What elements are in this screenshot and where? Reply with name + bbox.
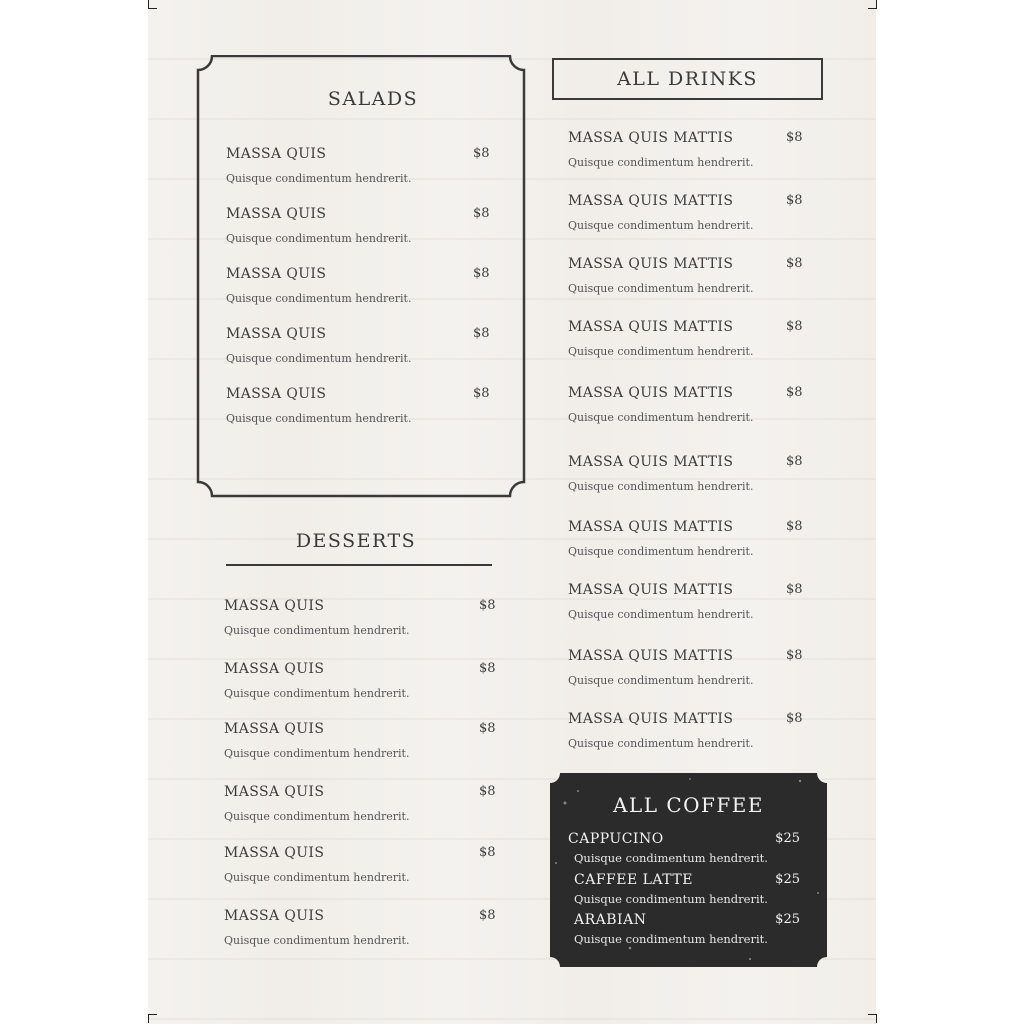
menu-item xyxy=(568,130,808,170)
coffee-item xyxy=(568,831,800,867)
drinks-title: ALL DRINKS xyxy=(617,68,758,90)
menu-item xyxy=(226,386,496,426)
item-price: $8 xyxy=(473,206,490,221)
coffee-panel xyxy=(550,773,827,967)
item-description: Quisque condimentum hendrerit. xyxy=(574,932,768,946)
item-description: Quisque condimentum hendrerit. xyxy=(226,172,412,185)
item-description: Quisque condimentum hendrerit. xyxy=(568,737,754,750)
item-name: MASSA QUIS MATTIS xyxy=(568,130,734,146)
item-price: $8 xyxy=(786,648,803,663)
crop-mark-top-left xyxy=(148,0,157,9)
menu-item xyxy=(226,266,496,306)
item-name: MASSA QUIS xyxy=(226,326,327,342)
item-name: MASSA QUIS MATTIS xyxy=(568,711,734,727)
item-price: $8 xyxy=(786,711,803,726)
item-name: MASSA QUIS xyxy=(226,266,327,282)
item-price: $8 xyxy=(786,319,803,334)
item-name: MASSA QUIS xyxy=(224,845,325,861)
crop-mark-top-right xyxy=(868,0,877,9)
item-description: Quisque condimentum hendrerit. xyxy=(224,871,410,884)
menu-item xyxy=(224,598,499,638)
menu-item xyxy=(568,648,808,688)
item-name: MASSA QUIS xyxy=(224,721,325,737)
coffee-title: ALL COFFEE xyxy=(612,793,764,817)
item-name: MASSA QUIS xyxy=(226,146,327,162)
item-name: MASSA QUIS MATTIS xyxy=(568,319,734,335)
item-price: $8 xyxy=(479,908,496,923)
item-description: Quisque condimentum hendrerit. xyxy=(568,480,754,493)
item-description: Quisque condimentum hendrerit. xyxy=(568,156,754,169)
item-name: MASSA QUIS xyxy=(226,206,327,222)
item-name: MASSA QUIS xyxy=(224,784,325,800)
menu-item xyxy=(224,784,499,824)
item-name: MASSA QUIS xyxy=(224,598,325,614)
menu-item xyxy=(568,193,808,233)
item-price: $8 xyxy=(786,385,803,400)
coffee-item xyxy=(574,872,806,908)
menu-item xyxy=(568,319,808,359)
menu-item xyxy=(224,845,499,885)
menu-item xyxy=(224,908,499,948)
crop-mark-bottom-left xyxy=(148,1014,157,1023)
item-price: $8 xyxy=(786,256,803,271)
item-description: Quisque condimentum hendrerit. xyxy=(574,851,768,865)
item-description: Quisque condimentum hendrerit. xyxy=(224,747,410,760)
item-description: Quisque condimentum hendrerit. xyxy=(224,810,410,823)
item-price: $8 xyxy=(786,130,803,145)
menu-item xyxy=(224,721,499,761)
item-description: Quisque condimentum hendrerit. xyxy=(224,624,410,637)
item-description: Quisque condimentum hendrerit. xyxy=(574,892,768,906)
item-description: Quisque condimentum hendrerit. xyxy=(226,292,412,305)
item-price: $8 xyxy=(786,193,803,208)
item-price: $8 xyxy=(786,454,803,469)
item-description: Quisque condimentum hendrerit. xyxy=(224,934,410,947)
item-price: $25 xyxy=(775,912,800,927)
coffee-item xyxy=(574,912,806,948)
item-name: MASSA QUIS xyxy=(224,661,325,677)
item-description: Quisque condimentum hendrerit. xyxy=(568,674,754,687)
item-price: $8 xyxy=(473,386,490,401)
item-price: $8 xyxy=(479,598,496,613)
item-name: MASSA QUIS MATTIS xyxy=(568,256,734,272)
item-description: Quisque condimentum hendrerit. xyxy=(568,345,754,358)
item-description: Quisque condimentum hendrerit. xyxy=(226,232,412,245)
item-name: CAPPUCINO xyxy=(568,831,664,847)
item-price: $8 xyxy=(479,784,496,799)
salads-title: SALADS xyxy=(327,88,419,110)
item-name: MASSA QUIS xyxy=(226,386,327,402)
desserts-divider xyxy=(226,564,492,566)
item-name: MASSA QUIS MATTIS xyxy=(568,385,734,401)
item-price: $8 xyxy=(479,661,496,676)
item-description: Quisque condimentum hendrerit. xyxy=(568,219,754,232)
item-price: $8 xyxy=(473,326,490,341)
item-price: $8 xyxy=(786,519,803,534)
item-description: Quisque condimentum hendrerit. xyxy=(224,687,410,700)
item-name: MASSA QUIS MATTIS xyxy=(568,582,734,598)
item-price: $8 xyxy=(786,582,803,597)
item-description: Quisque condimentum hendrerit. xyxy=(568,282,754,295)
item-description: Quisque condimentum hendrerit. xyxy=(568,608,754,621)
item-name: MASSA QUIS MATTIS xyxy=(568,454,734,470)
item-price: $8 xyxy=(473,146,490,161)
item-name: MASSA QUIS MATTIS xyxy=(568,519,734,535)
item-name: MASSA QUIS xyxy=(224,908,325,924)
item-price: $8 xyxy=(479,721,496,736)
item-name: ARABIAN xyxy=(574,912,647,928)
menu-item xyxy=(568,519,808,559)
menu-item xyxy=(568,454,808,494)
item-price: $8 xyxy=(479,845,496,860)
item-description: Quisque condimentum hendrerit. xyxy=(226,352,412,365)
item-name: MASSA QUIS MATTIS xyxy=(568,193,734,209)
item-description: Quisque condimentum hendrerit. xyxy=(568,411,754,424)
menu-item xyxy=(568,385,808,425)
item-description: Quisque condimentum hendrerit. xyxy=(226,412,412,425)
item-name: CAFFEE LATTE xyxy=(574,872,693,888)
item-name: MASSA QUIS MATTIS xyxy=(568,648,734,664)
menu-item xyxy=(568,256,808,296)
crop-mark-bottom-right xyxy=(868,1014,877,1023)
item-description: Quisque condimentum hendrerit. xyxy=(568,545,754,558)
menu-item xyxy=(226,146,496,186)
item-price: $8 xyxy=(473,266,490,281)
menu-item xyxy=(568,582,808,622)
menu-item xyxy=(226,326,496,366)
menu-item xyxy=(224,661,499,701)
menu-item xyxy=(226,206,496,246)
menu-item xyxy=(568,711,808,751)
item-price: $25 xyxy=(775,831,800,846)
desserts-title: DESSERTS xyxy=(295,530,417,552)
item-price: $25 xyxy=(775,872,800,887)
